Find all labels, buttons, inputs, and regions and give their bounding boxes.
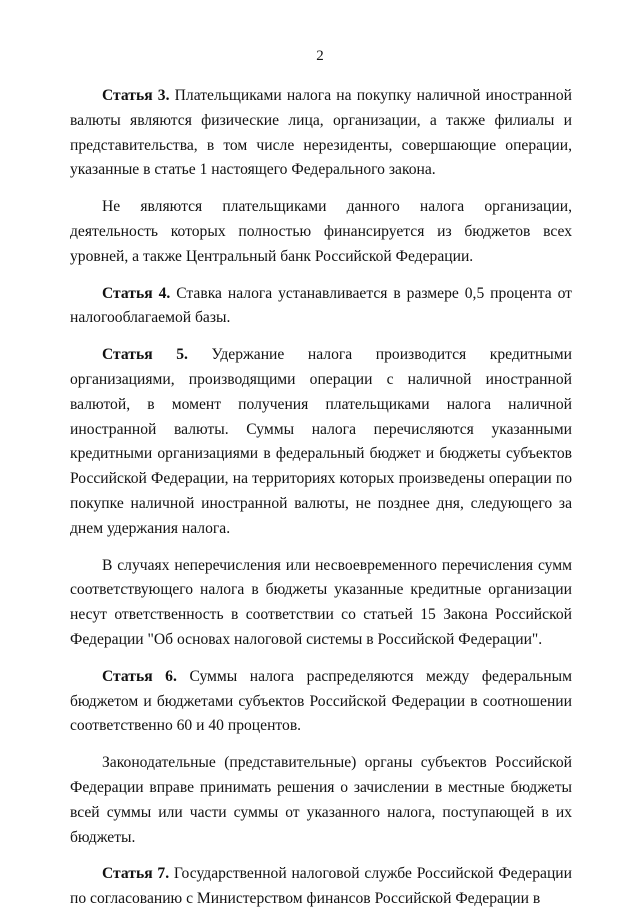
document-body (70, 84, 572, 924)
article-heading: Статья 6. (102, 667, 177, 685)
paragraph-article-4 (70, 282, 572, 332)
paragraph-article-6-local-budgets (70, 751, 572, 850)
paragraph-text: Суммы налога распределяются между федеральным бюджетом и бюджетами субъектов Российской Федерации в соотношении соответственно 60 и 40 процентов. (70, 667, 572, 735)
paragraph-text: Плательщиками налога на покупку наличной иностранной валюты являются физические лица, организации, а также филиалы и представительства, в том числе нерезиденты, совершающие операции, указанные в статье 1 настоящего Федерального закона. (70, 87, 572, 179)
paragraph-text: Государственной налоговой службе Российской Федерации по согласованию с Министерством финансов Российской Федерации в (70, 865, 572, 908)
paragraph-text: В случаях неперечисления или несвоевременного перечисления сумм соответствующего налога в бюджеты указанные кредитные организации несут ответственность в соответствии со статьей 15 Закона Российской Федерации "Об основах налоговой системы в Российской Федерации". (70, 556, 572, 648)
article-heading: Статья 4. (102, 284, 171, 302)
paragraph-article-5 (70, 343, 572, 541)
paragraph-text: Ставка налога устанавливается в размере 0,5 процента от налогооблагаемой базы. (70, 284, 572, 327)
paragraph-article-3 (70, 84, 572, 183)
paragraph-article-6 (70, 665, 572, 739)
paragraph-article-3-exemptions (70, 195, 572, 269)
article-heading: Статья 5. (102, 346, 188, 364)
article-heading: Статья 7. (102, 865, 170, 883)
paragraph-text: Удержание налога производится кредитными организациями, производящими операции с наличной иностранной валютой, в момент получения плательщиками налога наличной иностранной валюты. Суммы налога перечисляются указанными кредитными организациями в федеральный бюджет и бюджеты субъектов Российской Федерации, на территориях которых произведены операции по покупке наличной иностранной валюты, не позднее дня, следующего за днем удержания налога. (70, 346, 572, 537)
paragraph-text: Не являются плательщиками данного налога организации, деятельность которых полностью финансируется из бюджетов всех уровней, а также Центральный банк Российской Федерации. (70, 198, 572, 265)
paragraph-article-7 (70, 862, 572, 912)
paragraph-article-5-liability (70, 554, 572, 653)
article-heading: Статья 3. (102, 87, 170, 104)
paragraph-text: Законодательные (представительные) органы субъектов Российской Федерации вправе принимать решения о зачислении в местные бюджеты всей суммы или части суммы от указанного налога, поступающей в их бюджеты. (70, 754, 572, 846)
page-number: 2 (316, 48, 324, 64)
